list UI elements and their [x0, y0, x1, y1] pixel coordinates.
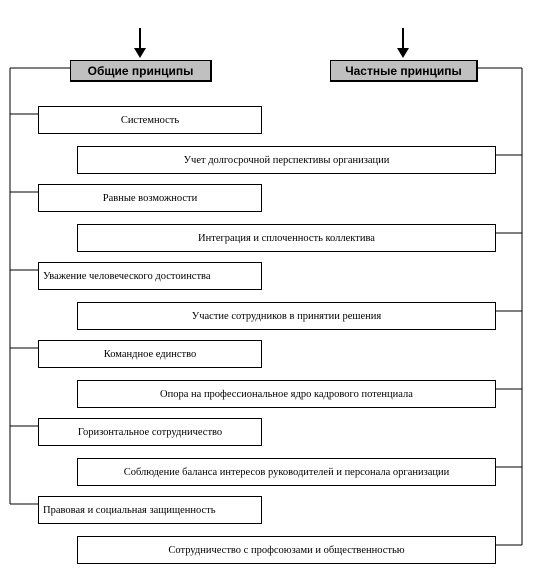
specific-principle-5: Соблюдение баланса интересов руководителей и персонала организации [77, 458, 496, 486]
general-principle-6: Правовая и социальная защищенность [38, 496, 262, 524]
general-principle-4: Командное единство [38, 340, 262, 368]
general-principle-3: Уважение человеческого достоинства [38, 262, 262, 290]
general-principles-header: Общие принципы [70, 60, 212, 82]
general-principle-5: Горизонтальное сотрудничество [38, 418, 262, 446]
specific-principle-6: Сотрудничество с профсоюзами и общественностью [77, 536, 496, 564]
general-principle-2: Равные возможности [38, 184, 262, 212]
specific-principle-1: Учет долгосрочной перспективы организации [77, 146, 496, 174]
specific-principle-2: Интеграция и сплоченность коллектива [77, 224, 496, 252]
specific-principle-4: Опора на профессиональное ядро кадрового потенциала [77, 380, 496, 408]
specific-principles-header: Частные принципы [330, 60, 478, 82]
general-principle-1: Системность [38, 106, 262, 134]
specific-principle-3: Участие сотрудников в принятии решения [77, 302, 496, 330]
